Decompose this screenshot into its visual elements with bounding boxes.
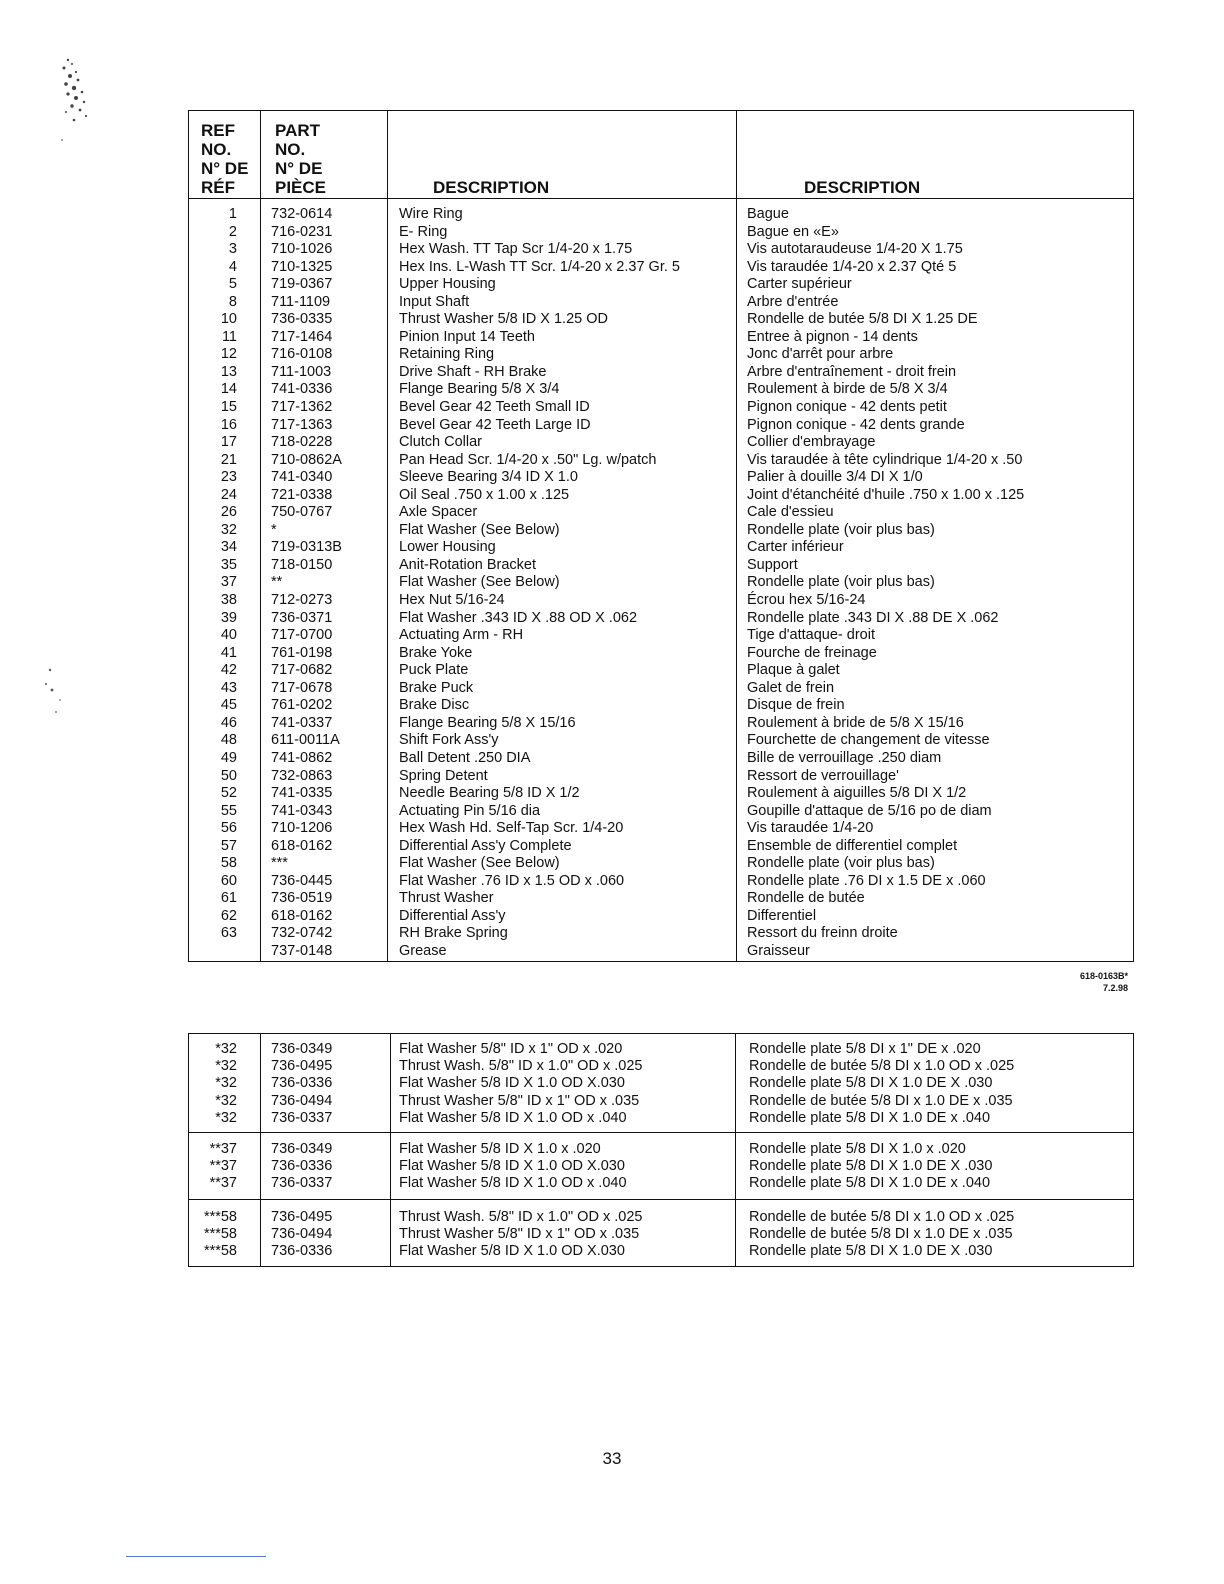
description-fr-cell: Arbre d'entraînement - droit frein [747, 363, 957, 380]
table-row [189, 1226, 1133, 1243]
ref-cell: 49 [220, 749, 237, 766]
description-en-cell: Spring Detent [399, 767, 488, 784]
table-row [189, 206, 1133, 224]
description-en-cell: Flat Washer 5/8" ID x 1" OD x .020 [399, 1041, 623, 1057]
part-number-cell: 736-0336 [271, 1075, 333, 1092]
description-en-cell: Flat Washer 5/8 ID X 1.0 OD X.030 [399, 1158, 625, 1175]
ref-cell: 50 [220, 767, 237, 784]
ref-cell: 13 [220, 363, 237, 380]
ref-cell: 12 [220, 346, 237, 363]
ref-cell: 38 [220, 592, 237, 609]
description-en-cell: Flat Washer 5/8 ID X 1.0 OD X.030 [399, 1243, 625, 1260]
description-en-cell: Clutch Collar [399, 434, 482, 451]
description-en-cell: Flange Bearing 5/8 X 15/16 [399, 714, 576, 731]
description-fr-cell: Differentiel [747, 907, 817, 924]
description-fr-cell: Rondelle plate 5/8 DI X 1.0 DE X .030 [749, 1243, 993, 1260]
part-number-cell: *** [271, 855, 288, 872]
description-en-header: DESCRIPTION [433, 178, 550, 197]
ref-cell: ***58 [203, 1226, 237, 1243]
ref-cell: 24 [220, 486, 237, 503]
part-number-cell: 716-0108 [271, 346, 333, 363]
part-number-cell: 732-0863 [271, 767, 333, 784]
description-fr-cell: Écrou hex 5/16-24 [747, 592, 866, 609]
description-fr-cell: Roulement à birde de 5/8 X 3/4 [747, 381, 948, 398]
description-en-cell: Brake Yoke [399, 644, 473, 661]
description-en-cell: Differential Ass'y [399, 907, 506, 924]
part-number-cell: 736-0349 [271, 1141, 333, 1157]
part-number-cell: 718-0228 [271, 434, 333, 451]
description-en-cell: Lower Housing [399, 539, 496, 556]
part-number-cell: 761-0198 [271, 644, 333, 661]
description-fr-cell: Jonc d'arrêt pour arbre [747, 346, 894, 363]
description-en-cell: Shift Fork Ass'y [399, 732, 499, 749]
part-number-cell: 710-1026 [271, 241, 333, 258]
ref-cell: 23 [220, 469, 237, 486]
table-row [189, 1058, 1133, 1075]
description-fr-cell: Ressort de verrouillage' [747, 767, 899, 784]
parts-table [188, 110, 1134, 962]
part-number-cell: 736-0337 [271, 1109, 333, 1126]
ref-cell: 55 [220, 802, 237, 819]
description-fr-cell: Rondelle plate 5/8 DI x 1" DE x .020 [749, 1041, 981, 1057]
table-row [189, 434, 1133, 452]
table-row [189, 399, 1133, 417]
table-row [189, 1175, 1133, 1192]
part-number-cell: 741-0336 [271, 381, 333, 398]
part-number-cell: 736-0445 [271, 872, 333, 889]
description-en-cell: E- Ring [399, 223, 448, 240]
description-fr-cell: Rondelle de butée 5/8 DI X 1.25 DE [747, 311, 978, 328]
scan-specks [30, 660, 80, 720]
table-row [189, 925, 1133, 943]
table-row [189, 469, 1133, 487]
table-row [189, 680, 1133, 698]
description-en-cell: Thrust Wash. 5/8" ID x 1.0" OD x .025 [399, 1209, 643, 1225]
description-fr-cell: Ressort du freinn droite [747, 925, 898, 942]
description-en-cell: Retaining Ring [399, 346, 495, 363]
description-fr-cell: Carter inférieur [747, 539, 844, 556]
description-fr-cell: Rondelle plate (voir plus bas) [747, 574, 935, 591]
table-row [189, 311, 1133, 329]
table-row [189, 539, 1133, 557]
part-number-cell: 716-0231 [271, 223, 333, 240]
table-row [189, 610, 1133, 628]
ref-cell: 48 [220, 732, 237, 749]
description-en-cell: Flat Washer 5/8 ID X 1.0 x .020 [399, 1141, 601, 1157]
description-en-cell: Flat Washer .76 ID x 1.5 OD x .060 [399, 872, 625, 889]
description-fr-cell: Palier à douille 3/4 DI X 1/0 [747, 469, 923, 486]
table-row [189, 1209, 1133, 1226]
part-number-cell: 736-0495 [271, 1058, 333, 1075]
part-number-cell: 741-0343 [271, 802, 333, 819]
description-en-cell: Wire Ring [399, 206, 463, 222]
ref-cell: 56 [220, 820, 237, 837]
description-fr-cell: Rondelle de butée 5/8 DI x 1.0 DE x .035 [749, 1226, 1013, 1243]
part-number-cell: 710-0862A [271, 451, 342, 468]
description-en-cell: Bevel Gear 42 Teeth Large ID [399, 416, 591, 433]
part-number-cell: 719-0367 [271, 276, 333, 293]
ref-cell: *32 [215, 1041, 237, 1057]
scan-specks [28, 50, 98, 160]
part-number-cell: 736-0349 [271, 1041, 333, 1057]
description-fr-cell: Rondelle de butée [747, 890, 865, 907]
part-number-cell: 750-0767 [271, 504, 333, 521]
header-rule [189, 198, 1133, 199]
description-en-cell: Pinion Input 14 Teeth [399, 328, 535, 345]
ref-cell: 62 [220, 907, 237, 924]
description-fr-cell: Pignon conique - 42 dents petit [747, 399, 947, 416]
table-row [189, 557, 1133, 575]
description-en-cell: Input Shaft [399, 293, 470, 310]
table-row [189, 1075, 1133, 1092]
description-fr-cell: Vis taraudée 1/4-20 [747, 820, 874, 837]
table-row [189, 662, 1133, 680]
part-number-cell: 717-1362 [271, 399, 333, 416]
part-number-cell: 741-0337 [271, 714, 333, 731]
part-number-cell: 618-0162 [271, 907, 333, 924]
part-number-cell: 711-1109 [271, 293, 331, 310]
ref-cell: 5 [228, 276, 237, 293]
description-fr-cell: Tige d'attaque- droit [747, 627, 875, 644]
ref-cell: 52 [220, 785, 237, 802]
description-fr-cell: Bague en «E» [747, 223, 839, 240]
description-fr-cell: Rondelle plate (voir plus bas) [747, 521, 935, 538]
part-number-cell: 741-0340 [271, 469, 333, 486]
description-en-cell: Grease [399, 942, 447, 959]
table-row [189, 645, 1133, 663]
description-en-cell: Actuating Pin 5/16 dia [399, 802, 541, 819]
doc-date: 7.2.98 [1102, 983, 1128, 993]
description-en-cell: Flat Washer (See Below) [399, 521, 560, 538]
washer-table [188, 1033, 1134, 1267]
table-row [189, 697, 1133, 715]
ref-cell: 11 [221, 328, 237, 345]
table-row [189, 1093, 1133, 1110]
part-number-cell: 732-0742 [271, 925, 333, 942]
part-number-cell: 618-0162 [271, 837, 333, 854]
washer-group-58 [189, 1209, 1133, 1261]
ref-cell: 15 [220, 399, 237, 416]
part-number-cell: 736-0371 [271, 609, 333, 626]
group-divider [189, 1199, 1133, 1200]
ref-cell: 14 [220, 381, 237, 398]
ref-cell: ***58 [203, 1209, 237, 1225]
part-number-cell: 718-0150 [271, 556, 333, 573]
description-fr-cell: Vis taraudée à tête cylindrique 1/4-20 x .50 [747, 451, 1023, 468]
table-row [189, 294, 1133, 312]
ref-cell: *32 [215, 1109, 237, 1126]
description-fr-cell: Rondelle de butée 5/8 DI x 1.0 OD x .025 [749, 1058, 1015, 1075]
table-row [189, 241, 1133, 259]
description-en-cell: Thrust Washer 5/8" ID x 1" OD x .035 [399, 1092, 640, 1109]
description-en-cell: Flat Washer .343 ID X .88 OD X .062 [399, 609, 638, 626]
part-number-cell: 741-0335 [271, 785, 333, 802]
ref-cell: 60 [220, 872, 237, 889]
ref-cell: 41 [220, 644, 237, 661]
description-en-cell: Anit-Rotation Bracket [399, 556, 537, 573]
part-number-cell: 736-0335 [271, 311, 333, 328]
description-fr-cell: Arbre d'entrée [747, 293, 839, 310]
ref-cell: 42 [220, 662, 237, 679]
description-fr-cell: Rondelle plate 5/8 DI X 1.0 DE x .040 [749, 1109, 991, 1126]
description-en-cell: Hex Wash. TT Tap Scr 1/4-20 x 1.75 [399, 241, 633, 258]
ref-cell: 10 [220, 311, 237, 328]
ref-cell: 46 [220, 714, 237, 731]
description-en-cell: Thrust Washer [399, 890, 494, 907]
description-en-cell: Flat Washer 5/8 ID X 1.0 OD x .040 [399, 1109, 627, 1126]
description-fr-cell: Vis autotaraudeuse 1/4-20 X 1.75 [747, 241, 963, 258]
table-row [189, 838, 1133, 856]
ref-cell: ***58 [203, 1243, 237, 1260]
description-fr-cell: Fourchette de changement de vitesse [747, 732, 990, 749]
description-en-cell: Ball Detent .250 DIA [399, 749, 531, 766]
table-row [189, 1141, 1133, 1158]
description-fr-cell: Bille de verrouillage .250 diam [747, 749, 942, 766]
washer-group-32 [189, 1041, 1133, 1127]
description-fr-cell: Galet de frein [747, 679, 835, 696]
table-row [189, 803, 1133, 821]
ref-cell: 40 [220, 627, 237, 644]
part-number-cell: 711-1003 [271, 363, 332, 380]
description-fr-cell: Support [747, 556, 798, 573]
ref-cell: 3 [228, 241, 237, 258]
description-fr-cell: Pignon conique - 42 dents grande [747, 416, 965, 433]
part-number-cell: 719-0313B [271, 539, 342, 556]
part-number-cell: 710-1325 [271, 258, 333, 275]
description-fr-cell: Fourche de freinage [747, 644, 877, 661]
ref-cell: 58 [220, 855, 237, 872]
description-fr-cell: Bague [747, 206, 789, 222]
description-fr-cell: Rondelle plate 5/8 DI X 1.0 x .020 [749, 1141, 966, 1157]
ref-cell: *32 [215, 1075, 237, 1092]
table-row [189, 627, 1133, 645]
part-number-cell: * [271, 521, 277, 538]
description-en-cell: Differential Ass'y Complete [399, 837, 572, 854]
table-row [189, 1110, 1133, 1127]
description-en-cell: Puck Plate [399, 662, 469, 679]
part-number-cell: 712-0273 [271, 592, 333, 609]
parts-rows [189, 206, 1133, 961]
description-fr-cell: Plaque à galet [747, 662, 840, 679]
document-number [1080, 970, 1128, 994]
description-fr-cell: Entree à pignon - 14 dents [747, 328, 918, 345]
part-number-cell: 736-0519 [271, 890, 333, 907]
table-row [189, 943, 1133, 961]
part-number-cell: 741-0862 [271, 749, 333, 766]
description-fr-cell: Disque de frein [747, 697, 845, 714]
part-number-cell: 736-0494 [271, 1226, 333, 1243]
table-row [189, 820, 1133, 838]
table-row [189, 732, 1133, 750]
table-row [189, 1158, 1133, 1175]
description-en-cell: Hex Ins. L-Wash TT Scr. 1/4-20 x 2.37 Gr. 5 [399, 258, 680, 275]
ref-cell: 21 [220, 451, 237, 468]
description-fr-cell: Rondelle plate 5/8 DI X 1.0 DE X .030 [749, 1075, 993, 1092]
table-row [189, 259, 1133, 277]
part-number-cell: 611-0011A [271, 732, 340, 749]
ref-cell: 2 [228, 223, 237, 240]
description-en-cell: Thrust Wash. 5/8" ID x 1.0" OD x .025 [399, 1058, 643, 1075]
description-fr-cell: Joint d'étanchéité d'huile .750 x 1.00 x .125 [747, 486, 1025, 503]
description-fr-cell: Rondelle plate 5/8 DI X 1.0 DE X .030 [749, 1158, 993, 1175]
part-number-cell: ** [271, 574, 283, 591]
description-fr-cell: Vis taraudée 1/4-20 x 2.37 Qté 5 [747, 258, 957, 275]
ref-cell: 37 [220, 574, 237, 591]
page-number: 33 [602, 1449, 622, 1468]
ref-cell: 63 [220, 925, 237, 942]
part-number-cell: 736-0336 [271, 1243, 333, 1260]
description-en-cell: Needle Bearing 5/8 ID X 1/2 [399, 785, 580, 802]
description-fr-cell: Carter supérieur [747, 276, 852, 293]
ref-cell: 61 [220, 890, 237, 907]
table-row [189, 276, 1133, 294]
table-row [189, 504, 1133, 522]
description-fr-cell: Rondelle plate 5/8 DI X 1.0 DE x .040 [749, 1175, 991, 1192]
description-fr-header: DESCRIPTION [804, 178, 921, 197]
table-row [189, 908, 1133, 926]
ref-cell: 45 [220, 697, 237, 714]
description-fr-cell: Collier d'embrayage [747, 434, 876, 451]
description-fr-cell: Roulement à aiguilles 5/8 DI X 1/2 [747, 785, 967, 802]
ref-cell: 4 [228, 258, 237, 275]
part-number-cell: 736-0494 [271, 1092, 333, 1109]
description-en-cell: Flat Washer 5/8 ID X 1.0 OD x .040 [399, 1175, 627, 1192]
description-en-cell: Pan Head Scr. 1/4-20 x .50" Lg. w/patch [399, 451, 657, 468]
table-row [189, 592, 1133, 610]
footer-line [126, 1556, 266, 1557]
table-row [189, 1041, 1133, 1058]
table-row [189, 855, 1133, 873]
ref-cell: 8 [228, 293, 237, 310]
part-number-cell: 736-0495 [271, 1209, 333, 1225]
part-number-cell: 721-0338 [271, 486, 333, 503]
ref-cell: **37 [209, 1158, 237, 1175]
description-en-cell: Bevel Gear 42 Teeth Small ID [399, 399, 590, 416]
doc-code: 618-0163B* [1079, 971, 1128, 981]
part-number-cell: 761-0202 [271, 697, 333, 714]
part-number-cell: 737-0148 [271, 942, 333, 959]
part-number-cell: 717-0682 [271, 662, 333, 679]
part-number-cell: 717-0678 [271, 679, 333, 696]
table-row [189, 452, 1133, 470]
description-fr-cell: Ensemble de differentiel complet [747, 837, 958, 854]
table-row [189, 768, 1133, 786]
description-en-cell: Drive Shaft - RH Brake [399, 363, 547, 380]
washer-group-37 [189, 1141, 1133, 1193]
description-en-cell: Sleeve Bearing 3/4 ID X 1.0 [399, 469, 578, 486]
table-row [189, 487, 1133, 505]
table-row [189, 890, 1133, 908]
description-fr-cell: Graisseur [747, 942, 810, 959]
ref-cell: 1 [228, 206, 237, 222]
table-row [189, 381, 1133, 399]
description-en-cell: Flange Bearing 5/8 X 3/4 [399, 381, 560, 398]
description-en-cell: Flat Washer (See Below) [399, 855, 560, 872]
part-number-cell: 717-1363 [271, 416, 333, 433]
description-en-cell: Thrust Washer 5/8 ID X 1.25 OD [399, 311, 608, 328]
description-fr-cell: Goupille d'attaque de 5/16 po de diam [747, 802, 992, 819]
description-en-cell: Upper Housing [399, 276, 496, 293]
part-number-cell: 736-0336 [271, 1158, 333, 1175]
ref-cell: 34 [220, 539, 237, 556]
ref-cell: *32 [215, 1058, 237, 1075]
description-en-cell: Axle Spacer [399, 504, 478, 521]
table-row [189, 224, 1133, 242]
description-fr-cell: Rondelle plate (voir plus bas) [747, 855, 935, 872]
table-row [189, 715, 1133, 733]
description-en-cell: Actuating Arm - RH [399, 627, 524, 644]
description-en-cell: Flat Washer (See Below) [399, 574, 560, 591]
description-en-cell: Hex Wash Hd. Self-Tap Scr. 1/4-20 [399, 820, 624, 837]
part-number-cell: 717-1464 [271, 328, 333, 345]
table-row [189, 785, 1133, 803]
ref-cell: 35 [220, 556, 237, 573]
ref-cell: 32 [220, 521, 237, 538]
part-number-cell: 732-0614 [271, 206, 333, 222]
table-row [189, 873, 1133, 891]
ref-cell: **37 [209, 1141, 237, 1157]
table-row [189, 346, 1133, 364]
part-number-cell: 736-0337 [271, 1175, 333, 1192]
ref-cell: **37 [209, 1175, 237, 1192]
ref-column-header: REF NO. N° DE RÉF [201, 121, 249, 197]
part-number-cell: 717-0700 [271, 627, 333, 644]
ref-cell: 39 [220, 609, 237, 626]
group-divider [189, 1132, 1133, 1133]
ref-cell: 16 [220, 416, 237, 433]
description-en-cell: Thrust Washer 5/8" ID x 1" OD x .035 [399, 1226, 640, 1243]
part-number-cell: 710-1206 [271, 820, 333, 837]
part-column-header: PART NO. N° DE PIÈCE [275, 121, 327, 197]
table-row [189, 574, 1133, 592]
description-fr-cell: Rondelle plate .343 DI X .88 DE X .062 [747, 609, 999, 626]
ref-cell: 17 [220, 434, 237, 451]
description-fr-cell: Rondelle de butée 5/8 DI x 1.0 DE x .035 [749, 1092, 1013, 1109]
description-fr-cell: Cale d'essieu [747, 504, 834, 521]
description-en-cell: Oil Seal .750 x 1.00 x .125 [399, 486, 570, 503]
table-row [189, 417, 1133, 435]
table-row [189, 522, 1133, 540]
description-fr-cell: Roulement à bride de 5/8 X 15/16 [747, 714, 964, 731]
description-fr-cell: Rondelle plate .76 DI x 1.5 DE x .060 [747, 872, 986, 889]
ref-cell: 43 [220, 679, 237, 696]
description-fr-cell: Rondelle de butée 5/8 DI x 1.0 OD x .025 [749, 1209, 1015, 1225]
description-en-cell: Flat Washer 5/8 ID X 1.0 OD X.030 [399, 1075, 625, 1092]
table-row [189, 1243, 1133, 1260]
table-row [189, 750, 1133, 768]
description-en-cell: Hex Nut 5/16-24 [399, 592, 505, 609]
table-row [189, 364, 1133, 382]
ref-cell: 57 [220, 837, 237, 854]
ref-cell: 26 [220, 504, 237, 521]
description-en-cell: Brake Disc [399, 697, 470, 714]
ref-cell: *32 [215, 1092, 237, 1109]
description-en-cell: RH Brake Spring [399, 925, 508, 942]
table-row [189, 329, 1133, 347]
description-en-cell: Brake Puck [399, 679, 474, 696]
